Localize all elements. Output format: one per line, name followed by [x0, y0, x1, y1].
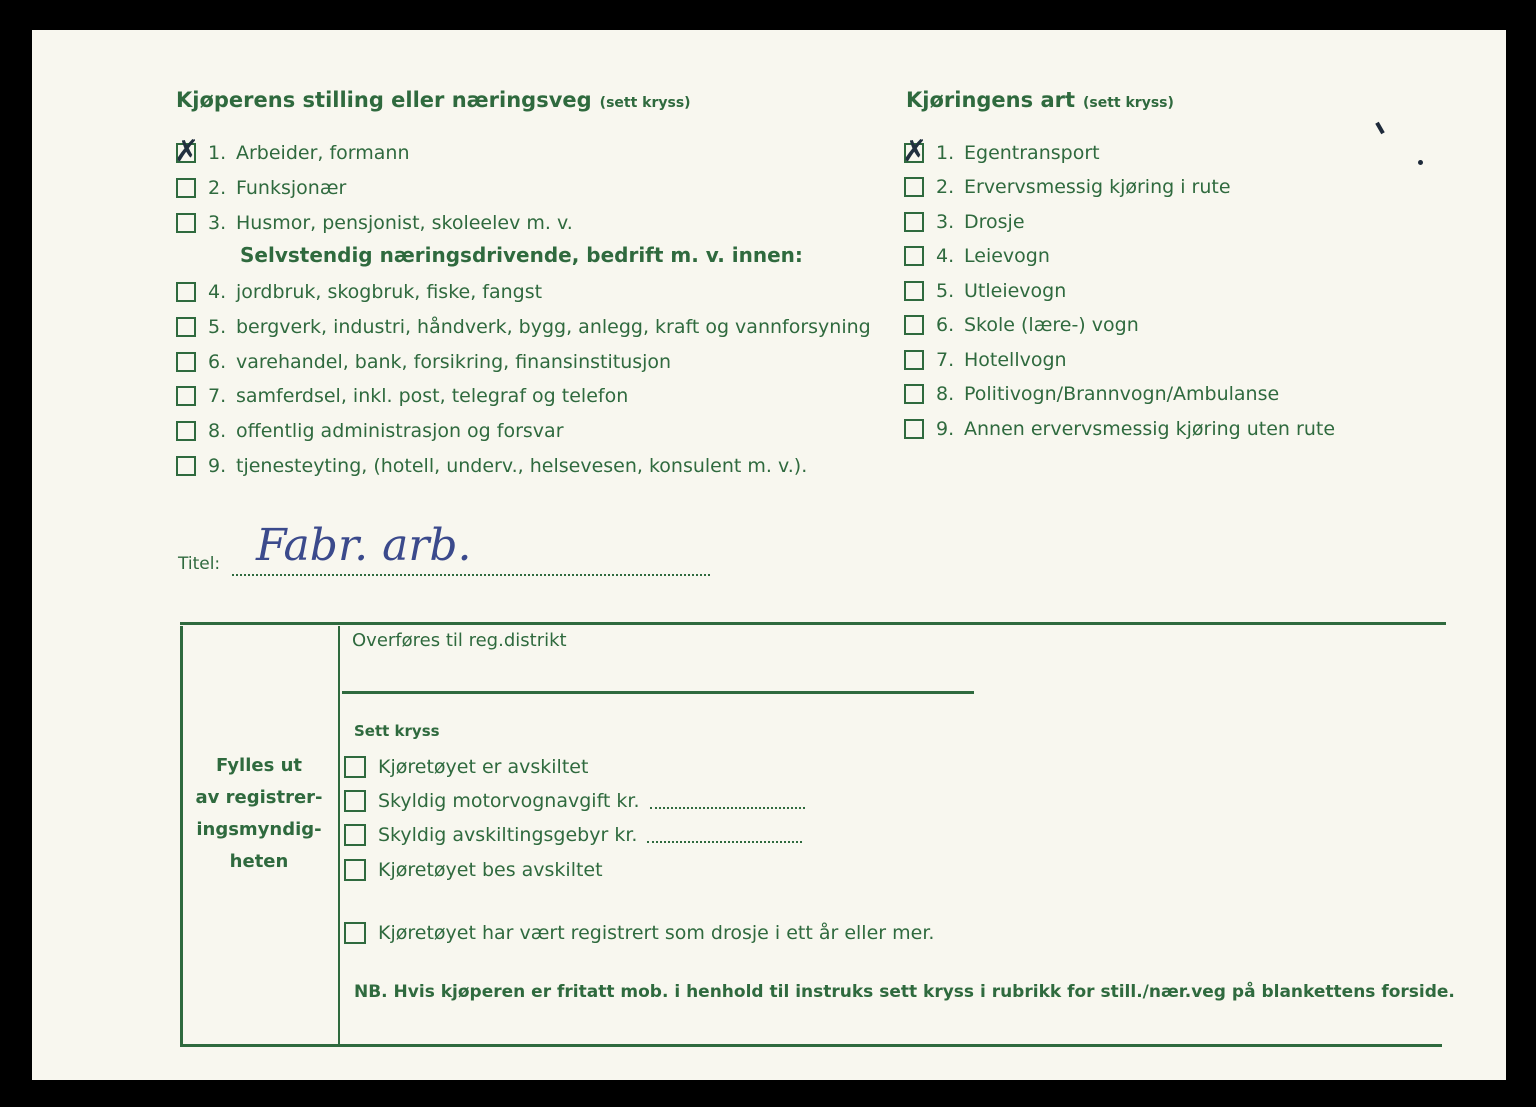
heading-text: Kjøperens stilling eller næringsveg — [176, 88, 592, 112]
option-number: 7. — [208, 385, 227, 407]
registry-check-deregistered[interactable] — [344, 752, 588, 782]
checkbox[interactable] — [176, 352, 196, 372]
nb-note: NB. Hvis kjøperen er fritatt mob. i henhold til instruks sett kryss i rubrikk for still./nær.veg på blankettens forside. — [354, 982, 1455, 1002]
amount-dotted-field[interactable] — [650, 793, 805, 809]
side-label-line: heten — [229, 851, 289, 872]
option-number: 9. — [936, 418, 955, 440]
transfer-district-label: Overføres til reg.distrikt — [352, 630, 567, 651]
option-label: offentlig administrasjon og forsvar — [236, 420, 564, 442]
buyer-occupation-heading — [176, 88, 691, 112]
option-number: 2. — [208, 177, 227, 199]
amount-dotted-field[interactable] — [647, 827, 802, 843]
heading-note: (sett kryss) — [1083, 95, 1174, 111]
occupation-option-3[interactable] — [176, 208, 573, 238]
driving-option-7[interactable] — [904, 345, 1067, 375]
checkbox[interactable] — [176, 282, 196, 302]
check-label: Skyldig avskiltingsgebyr kr. — [378, 824, 638, 846]
option-label: bergverk, industri, håndverk, bygg, anlegg, kraft og vannforsyning — [236, 316, 871, 338]
occupation-option-2[interactable] — [176, 173, 346, 203]
transfer-district-line[interactable] — [342, 691, 974, 694]
occupation-option-4[interactable] — [176, 277, 542, 307]
driving-option-3[interactable] — [904, 207, 1025, 237]
sett-kryss-label: Sett kryss — [354, 722, 440, 740]
occupation-option-9[interactable] — [176, 451, 807, 481]
checkbox[interactable] — [176, 386, 196, 406]
option-label: Husmor, pensjonist, skoleelev m. v. — [236, 212, 573, 234]
titel-dotted-line — [232, 574, 710, 576]
checkbox[interactable] — [176, 317, 196, 337]
option-label: varehandel, bank, forsikring, finansinstitusjon — [236, 351, 672, 373]
option-number: 2. — [936, 176, 955, 198]
occupation-option-8[interactable] — [176, 416, 564, 446]
option-label: Arbeider, formann — [236, 142, 410, 164]
occupation-option-5[interactable] — [176, 312, 871, 342]
checkbox[interactable] — [344, 859, 366, 881]
option-number: 5. — [208, 316, 227, 338]
checkbox[interactable] — [344, 790, 366, 812]
form-sheet — [32, 30, 1506, 1080]
driving-option-9[interactable] — [904, 414, 1335, 444]
check-label: Kjøretøyet har vært registrert som drosje i ett år eller mer. — [378, 922, 935, 944]
option-number: 8. — [936, 383, 955, 405]
checkbox[interactable] — [176, 213, 196, 233]
checkbox[interactable] — [904, 246, 924, 266]
option-number: 4. — [208, 281, 227, 303]
registry-check-plate-fee[interactable] — [344, 820, 802, 850]
option-label: Drosje — [964, 211, 1025, 233]
x-mark-icon: ✗ — [174, 134, 200, 169]
table-divider — [338, 626, 340, 1044]
driving-type-heading — [906, 88, 1174, 112]
driving-option-5[interactable] — [904, 276, 1066, 306]
registry-check-taxi-year[interactable] — [344, 918, 934, 948]
driving-option-4[interactable] — [904, 241, 1050, 271]
driving-option-2[interactable] — [904, 172, 1231, 202]
driving-option-8[interactable] — [904, 379, 1279, 409]
heading-text: Kjøringens art — [906, 88, 1076, 112]
driving-option-1[interactable] — [902, 134, 1100, 169]
checkbox[interactable] — [904, 177, 924, 197]
option-label: Utleievogn — [964, 280, 1067, 302]
option-label: jordbruk, skogbruk, fiske, fangst — [236, 281, 543, 303]
option-number: 1. — [936, 142, 955, 164]
titel-label: Titel: — [178, 554, 221, 574]
ink-speck — [1375, 122, 1384, 134]
option-label: Annen ervervsmessig kjøring uten rute — [964, 418, 1336, 440]
option-label: Politivogn/Brannvogn/Ambulanse — [964, 383, 1280, 405]
table-border-bottom — [180, 1044, 1442, 1047]
checkbox[interactable] — [904, 350, 924, 370]
option-number: 5. — [936, 280, 955, 302]
option-number: 7. — [936, 349, 955, 371]
x-mark-icon: ✗ — [902, 134, 928, 169]
checkbox[interactable] — [176, 456, 196, 476]
registry-side-label — [182, 750, 336, 878]
side-label-line: av registrer- — [195, 787, 323, 808]
titel-handwritten-value[interactable]: Fabr. arb. — [256, 520, 472, 571]
checkbox[interactable] — [904, 384, 924, 404]
occupation-option-1[interactable] — [174, 134, 410, 169]
option-label: Hotellvogn — [964, 349, 1067, 371]
option-number: 8. — [208, 420, 227, 442]
checkbox[interactable] — [904, 419, 924, 439]
checkbox[interactable] — [176, 178, 196, 198]
option-label: Leievogn — [964, 245, 1050, 267]
option-number: 9. — [208, 455, 227, 477]
side-label-line: ingsmyndig- — [196, 819, 322, 840]
option-label: samferdsel, inkl. post, telegraf og telefon — [236, 385, 629, 407]
checkbox[interactable] — [904, 281, 924, 301]
checkbox[interactable] — [344, 824, 366, 846]
checkbox[interactable] — [904, 212, 924, 232]
occupation-option-6[interactable] — [176, 347, 671, 377]
option-number: 3. — [208, 212, 227, 234]
option-label: Ervervsmessig kjøring i rute — [964, 176, 1231, 198]
side-label-line: Fylles ut — [216, 755, 302, 776]
self-employed-subheading: Selvstendig næringsdrivende, bedrift m. v. innen: — [240, 243, 803, 267]
option-number: 6. — [936, 314, 955, 336]
driving-option-6[interactable] — [904, 310, 1139, 340]
checkbox[interactable] — [176, 421, 196, 441]
option-number: 4. — [936, 245, 955, 267]
checkbox[interactable] — [344, 756, 366, 778]
check-label: Skyldig motorvognavgift kr. — [378, 790, 640, 812]
check-label: Kjøretøyet er avskiltet — [378, 756, 589, 778]
checkbox[interactable] — [902, 134, 928, 169]
heading-note: (sett kryss) — [599, 95, 691, 111]
option-number: 3. — [936, 211, 955, 233]
table-border-top — [180, 622, 1446, 625]
option-number: 6. — [208, 351, 227, 373]
checkbox[interactable] — [904, 315, 924, 335]
occupation-option-7[interactable] — [176, 381, 628, 411]
option-label: Funksjonær — [236, 177, 347, 199]
option-label: Egentransport — [964, 142, 1100, 164]
option-number: 1. — [208, 142, 227, 164]
option-label: Skole (lære-) vogn — [964, 314, 1139, 336]
option-label: tjenesteyting, (hotell, underv., helsevesen, konsulent m. v.). — [236, 455, 808, 477]
checkbox[interactable] — [174, 134, 200, 169]
registry-check-motor-tax[interactable] — [344, 786, 805, 816]
ink-speck — [1418, 160, 1423, 165]
registry-check-request-deregister[interactable] — [344, 855, 603, 885]
check-label: Kjøretøyet bes avskiltet — [378, 859, 603, 881]
checkbox[interactable] — [344, 922, 366, 944]
